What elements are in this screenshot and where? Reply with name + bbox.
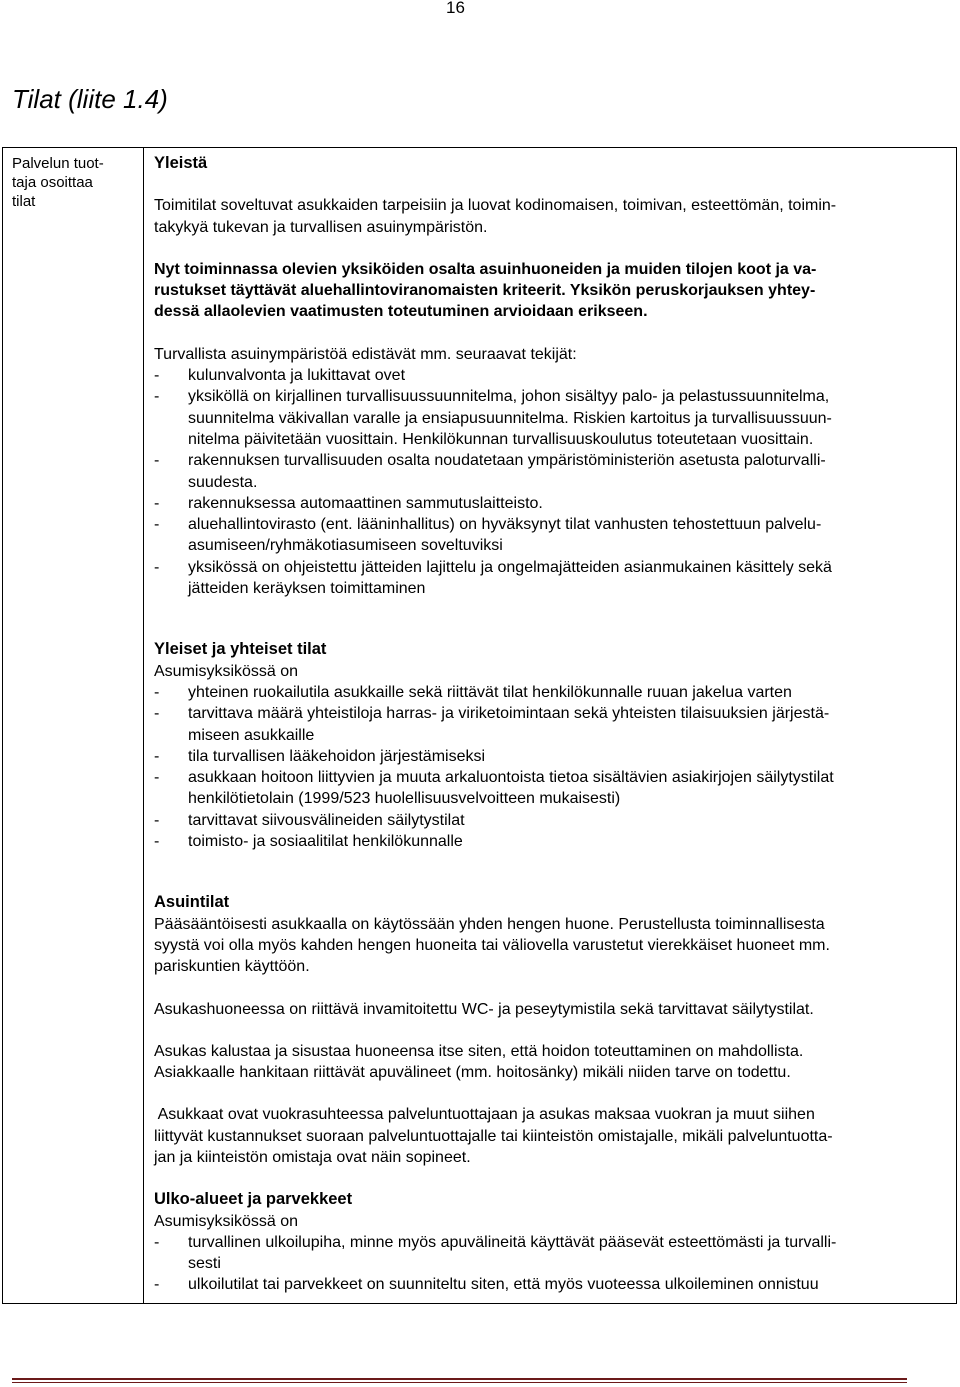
section-heading-yhteiset: Yleiset ja yhteiset tilat bbox=[154, 640, 327, 659]
list-item-line: - aluehallintovirasto (ent. lääninhallitus) on hyväksynyt tilat vanhusten tehostettuun palvelu- bbox=[188, 516, 822, 534]
paragraph-line: Asukashuoneessa on riittävä invamitoitettu WC- ja peseytymistila sekä tarvittavat säilytystilat. bbox=[154, 1000, 814, 1018]
list-item bbox=[154, 810, 949, 831]
list-item-line: sesti bbox=[188, 1255, 221, 1273]
list-item bbox=[154, 365, 949, 386]
list-item bbox=[154, 1232, 949, 1275]
paragraph-line: Toimitilat soveltuvat asukkaiden tarpeisiin ja luovat kodinomaisen, toimivan, esteettömän, toimin- bbox=[154, 197, 837, 215]
list-item bbox=[154, 514, 949, 557]
list-item-line: - tarvittava määrä yhteistiloja harras- ja viriketoimintaan sekä yhteisten tilaisuuksien järjestä- bbox=[188, 705, 830, 723]
list-item-line: - tarvittavat siivousvälineiden säilytystilat bbox=[188, 811, 465, 829]
list-item bbox=[154, 557, 949, 600]
paragraph-line: Asiakkaalle hankitaan riittävät apuvälineet (mm. hoitosänky) mikäli niiden tarve on todettu. bbox=[154, 1064, 791, 1082]
list-item bbox=[154, 493, 949, 514]
paragraph-line: Pääsääntöisesti asukkaalla on käytössään yhden hengen huone. Perustellusta toiminnallisesta bbox=[154, 915, 825, 933]
list-item-line: suudesta. bbox=[188, 473, 258, 491]
list-item-line: - kulunvalvonta ja lukittavat ovet bbox=[188, 367, 406, 385]
bold-paragraph-line: dessä allaolevien vaatimusten toteutuminen arvioidaan erikseen. bbox=[154, 303, 648, 321]
section-heading-ulko: Ulko-alueet ja parvekkeet bbox=[154, 1190, 353, 1209]
safety-list bbox=[154, 365, 949, 599]
section-subheading: Asumisyksikössä on bbox=[154, 662, 299, 680]
paragraph-line: takykyä tukevan ja turvallisen asuinympäristön. bbox=[154, 218, 488, 236]
paragraph-line: syystä voi olla myös kahden hengen huoneita tai väliovella varustetut vierekkäiset huoneet mm. bbox=[154, 936, 830, 954]
list-item-line: nitelma päivitetään vuosittain. Henkilökunnan turvallisuuskoulutus toteutetaan vuosittain. bbox=[188, 430, 814, 448]
list-item-line: - yksiköllä on kirjallinen turvallisuussuunnitelma, johon sisältyy palo- ja pelastussuunnitelma, bbox=[188, 388, 830, 406]
footer-rule-thin bbox=[12, 1382, 907, 1383]
list-item-line: - tila turvallisen lääkehoidon järjestämiseksi bbox=[188, 747, 486, 765]
shared-spaces-list bbox=[154, 682, 949, 852]
list-item-line: - yksikössä on ohjeistettu jätteiden lajittelu ja ongelmajätteiden asianmukainen käsittely sekä bbox=[188, 558, 832, 576]
list-item-line: - rakennuksen turvallisuuden osalta noudatetaan ympäristöministeriön asetusta paloturvalli- bbox=[188, 452, 826, 470]
section-heading-asuintilat: Asuintilat bbox=[154, 893, 230, 912]
requirements-table bbox=[2, 147, 957, 1304]
list-item bbox=[154, 386, 949, 450]
list-item-line: - rakennuksessa automaattinen sammutuslaitteisto. bbox=[188, 494, 543, 512]
paragraph-line: jan ja kiinteistön omistaja ovat näin sopineet. bbox=[154, 1148, 471, 1166]
section-heading-yleista: Yleistä bbox=[154, 154, 208, 172]
paragraph-line: liittyvät kustannukset suoraan palveluntuottajalle tai kiinteistön omistajalle, mikäli palveluntuotta- bbox=[154, 1127, 833, 1145]
list-item-line: suunnitelma väkivallan varalle ja ensiapusuunnitelma. Riskien kartoitus ja turvallisuussuun- bbox=[188, 409, 832, 427]
list-item-line: miseen asukkaille bbox=[188, 726, 315, 744]
footer-rule bbox=[12, 1378, 907, 1380]
list-item-line: - yhteinen ruokailutila asukkaille sekä riittävät tilat henkilökunnalle ruuan jakelua varten bbox=[188, 683, 792, 701]
bold-paragraph-line: Nyt toiminnassa olevien yksiköiden osalta asuinhuoneiden ja muiden tilojen koot ja va- bbox=[154, 260, 817, 278]
list-item bbox=[154, 767, 949, 810]
right-column-cell bbox=[154, 153, 949, 1296]
list-item-line: henkilötietolain (1999/523 huolellisuusvelvoitteen mukaisesti) bbox=[188, 790, 621, 808]
left-column-cell bbox=[12, 154, 137, 211]
page-title: Tilat (liite 1.4) bbox=[12, 84, 168, 114]
paragraph-line: Asukkaat ovat vuokrasuhteessa palveluntuottajaan ja asukas maksaa vuokran ja muut siihen bbox=[154, 1106, 815, 1124]
section-subheading: Asumisyksikössä on bbox=[154, 1212, 299, 1230]
outdoor-list bbox=[154, 1232, 949, 1296]
list-item-line: asumiseen/ryhmäkotiasumiseen soveltuviksi bbox=[188, 537, 503, 555]
list-item bbox=[154, 450, 949, 493]
list-item-line: - ulkoilutilat tai parvekkeet on suunniteltu siten, että myös vuoteessa ulkoileminen onnistuu bbox=[188, 1276, 819, 1294]
left-label-line: tilat bbox=[12, 193, 36, 210]
left-label-line: taja osoittaa bbox=[12, 174, 93, 191]
left-label-line: Palvelun tuot- bbox=[12, 155, 104, 172]
paragraph-line: pariskuntien käyttöön. bbox=[154, 958, 310, 976]
list-item bbox=[154, 682, 949, 703]
list-item bbox=[154, 746, 949, 767]
list-item bbox=[154, 831, 949, 852]
list-item-line: - asukkaan hoitoon liittyvien ja muuta arkaluontoista tietoa sisältävien asiakirjojen säilytystilat bbox=[188, 769, 834, 787]
list-item bbox=[154, 1274, 949, 1295]
list-item-line: jätteiden keräyksen toimittaminen bbox=[188, 580, 426, 598]
page-number: 16 bbox=[446, 0, 465, 17]
column-divider bbox=[143, 148, 144, 1303]
list-item-line: - turvallinen ulkoilupiha, minne myös apuvälineitä käyttävät pääsevät esteettömästi ja turvalli- bbox=[188, 1233, 837, 1251]
bold-paragraph-line: rustukset täyttävät aluehallintoviranomaisten kriteerit. Yksikön peruskorjauksen yhtey- bbox=[154, 282, 816, 300]
paragraph-line: Asukas kalustaa ja sisustaa huoneensa itse siten, että hoidon toteuttaminen on mahdollista. bbox=[154, 1042, 804, 1060]
list-item bbox=[154, 703, 949, 746]
list-intro: Turvallista asuinympäristöä edistävät mm. seuraavat tekijät: bbox=[154, 345, 577, 363]
list-item-line: - toimisto- ja sosiaalitilat henkilökunnalle bbox=[188, 833, 463, 851]
